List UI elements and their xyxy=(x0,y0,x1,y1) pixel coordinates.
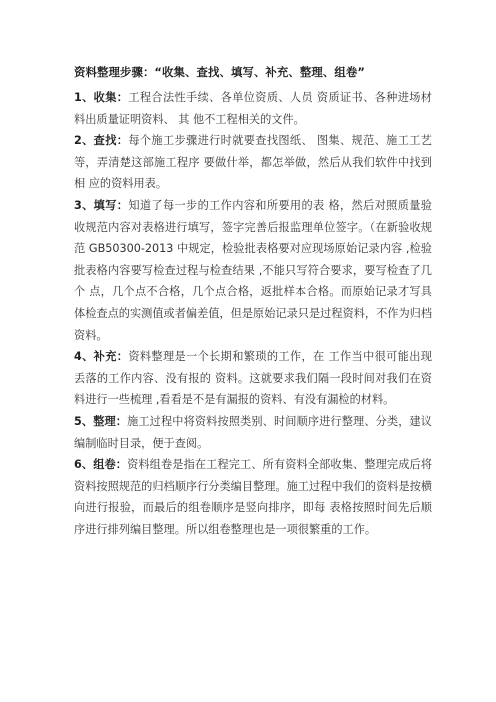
document-content xyxy=(74,62,432,540)
section-supplement xyxy=(74,346,432,411)
section-heading: 1、收集： xyxy=(74,91,129,104)
section-body: 资料组卷是指在工程完工、所有资料全部收集、整理完成后将资料按照规范的归档顺序行分类编目整理。施工过程中我们的资料是按横向进行报验，而最后的组卷顺序是竖向排序，即每 表格按照时间先后顺序进行排列编目整理。所以组卷整理也是一项很繁重的工作。 xyxy=(74,458,433,536)
section-heading: 2、查找： xyxy=(74,134,129,148)
section-body: 工程合法性手续、各单位资质、人员 资质证书、各种进场材料出质量证明资料、 其 他不工程相关的文件。 xyxy=(74,91,432,126)
section-body: 每个施工步骤进行时就要查找图纸、 图集、规范、施工工艺等，弄清楚这部施工程序 要做什举，都怎举做，然后从我们软件中找到相 应的资料用表。 xyxy=(74,134,432,191)
section-organize xyxy=(74,411,432,454)
section-search xyxy=(74,130,432,195)
section-collect xyxy=(74,87,432,130)
section-heading: 3、填写： xyxy=(74,198,129,212)
section-heading: 6、组卷： xyxy=(74,458,128,472)
section-body: 知道了每一步的工作内容和所要用的表 格，然后对照质量验收规范内容对表格进行填写，签字完善后报监理单位签字。（在新验收规范 GB50300-2013 中规定，检验批表格要对应现场原始记录内容 ,检验批表格内容要写检查过程与检查结果 ,不能只写符合要求，要写检查了几个 点，几个点不合格，几个点合格，返批样本合格。而原始记录才写具体检查点的实测值或者偏差值，但是原始记录只是过程资料，不作为归档资料。 xyxy=(74,198,433,342)
section-body: 施工过程中将资料按照类别、时间顺序进行整理、分类，建议编制临时目录，便于查阅。 xyxy=(74,414,432,450)
section-body: 资料整理是一个长期和繁琐的工作，在 工作当中很可能出现丢落的工作内容、没有报的 资料。这就要求我们隔一段时间对我们在资料进行一些梳理 ,看看是不是有漏报的资料、有没有漏检的材料。 xyxy=(74,350,432,407)
section-heading: 4、补充： xyxy=(74,350,129,364)
section-compile xyxy=(74,454,432,540)
document-title: 资料整理步骤：“收集、查找、填写、补充、整理、组卷” xyxy=(74,65,365,79)
section-heading: 5、整理： xyxy=(74,414,128,428)
section-fill xyxy=(74,195,432,346)
